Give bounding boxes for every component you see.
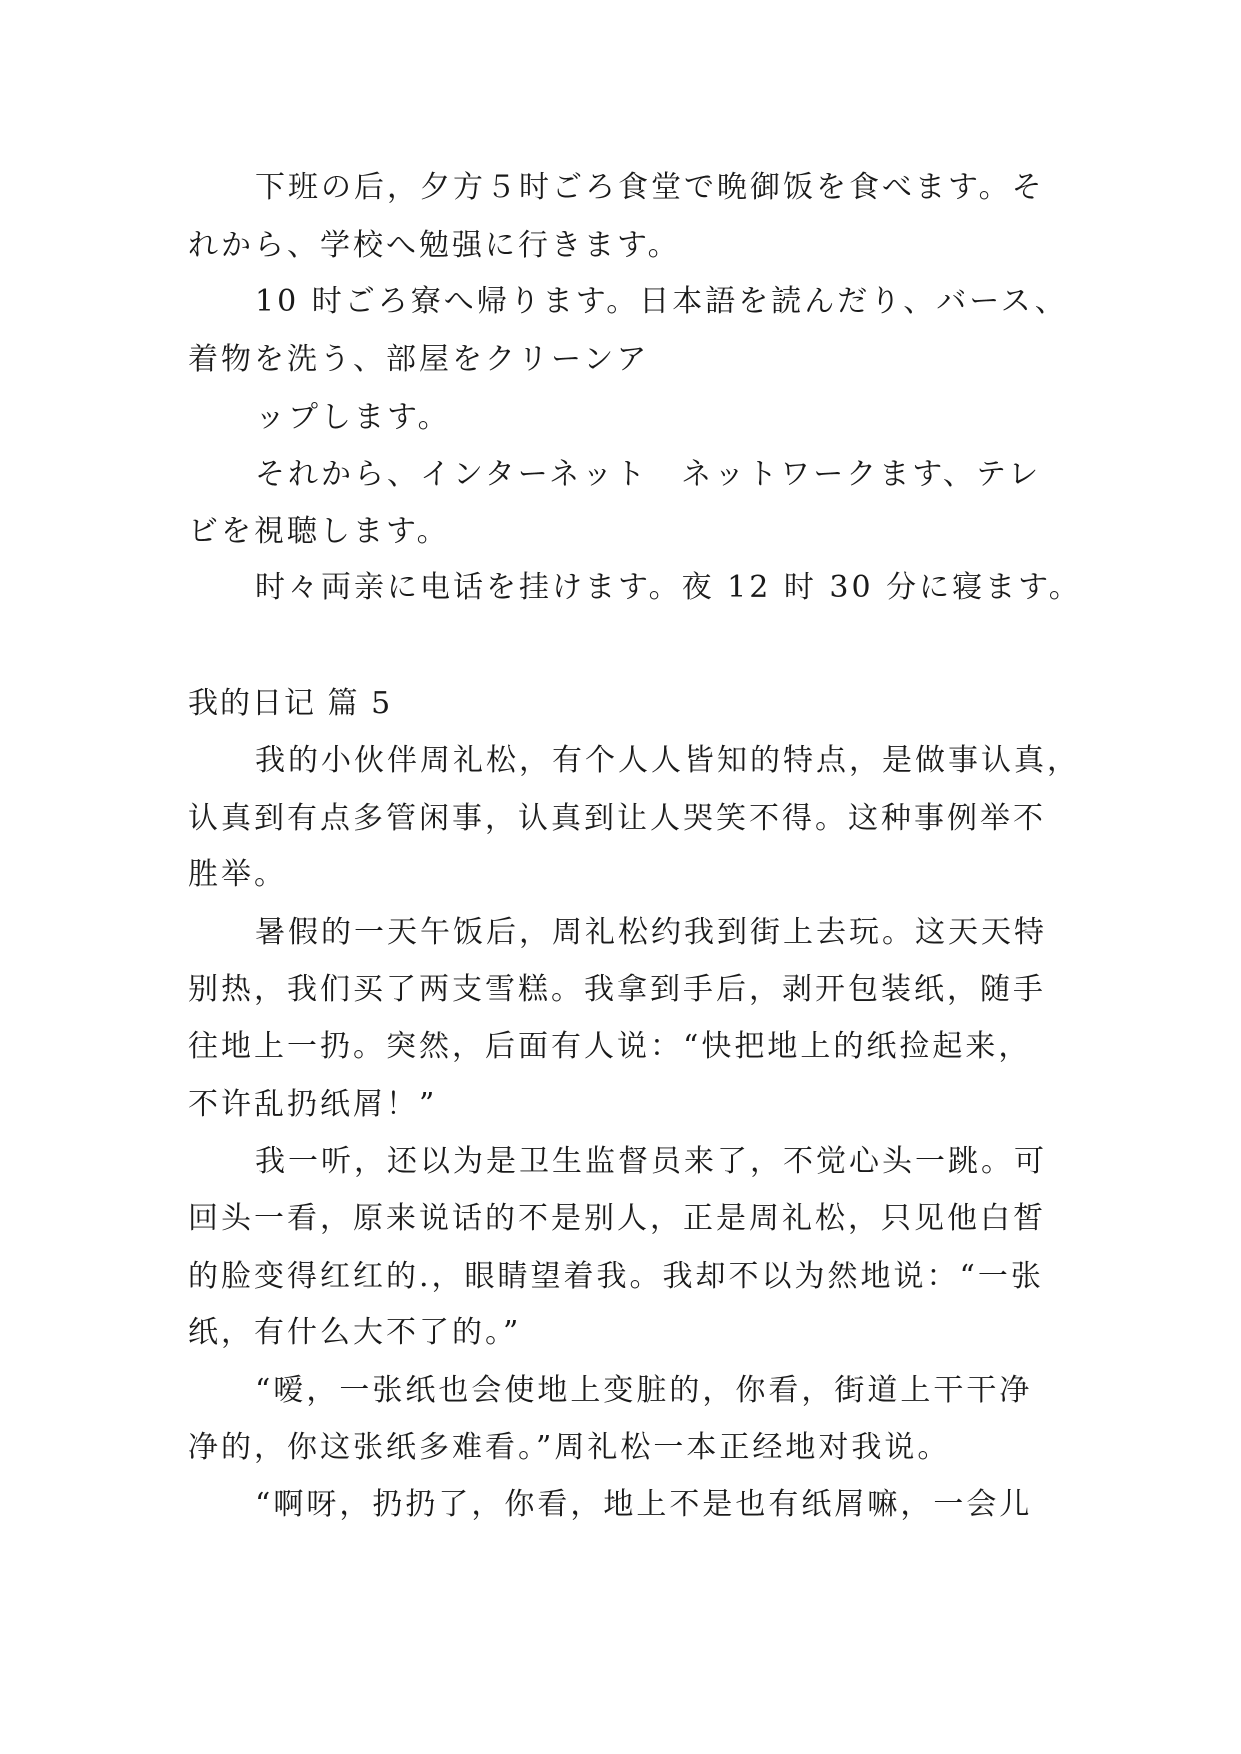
paragraph-line: ップします。 [255, 400, 451, 435]
paragraph-line: 胜举。 [188, 857, 287, 892]
paragraph-line: 不许乱扔纸屑！” [188, 1087, 438, 1122]
paragraph-line: 时々両亲に电话を挂けます。夜 12 时 30 分に寝ます。 [255, 570, 1082, 605]
paragraph-line: 回头一看，原来说话的不是别人，正是周礼松，只见他白皙 [188, 1201, 1046, 1236]
paragraph-line: 10 时ごろ寮へ帰ります。日本語を読んだり、バース、 [255, 284, 1068, 319]
paragraph-line: 的脸变得红红的.，眼睛望着我。我却不以为然地说：“一张 [188, 1259, 1044, 1294]
paragraph-line: 纸，有什么大不了的。” [188, 1315, 522, 1350]
paragraph-line: 认真到有点多管闲事，认真到让人哭笑不得。这种事例举不 [188, 801, 1046, 836]
paragraph-line: 我的小伙伴周礼松，有个人人皆知的特点，是做事认真， [255, 743, 1080, 778]
paragraph-line: 我一听，还以为是卫生监督员来了，不觉心头一跳。可 [255, 1144, 1047, 1179]
paragraph-line: 别热，我们买了两支雪糕。我拿到手后，剥开包装纸，随手 [188, 972, 1046, 1007]
paragraph-line: それから、インターネット ネットワークます、テレ [255, 457, 1042, 492]
paragraph-line: “啊呀，扔扔了，你看，地上不是也有纸屑嘛，一会儿 [255, 1487, 1033, 1522]
paragraph-line: “嗳，一张纸也会使地上变脏的，你看，街道上干干净 [255, 1373, 1033, 1408]
paragraph-line: れから、学校へ勉强に行きます。 [188, 228, 681, 263]
paragraph-line: 暑假的一天午饭后，周礼松约我到街上去玩。这天天特 [255, 915, 1047, 950]
paragraph-line: 下班の后，夕方５时ごろ食堂で晩御饭を食べます。そ [255, 170, 1045, 205]
paragraph-line: 着物を洗う、部屋をクリーンア [188, 342, 650, 377]
paragraph-line: 往地上一扔。突然，后面有人说：“快把地上的纸捡起来， [188, 1029, 1032, 1064]
paragraph-line: 净的，你这张纸多难看。”周礼松一本正经地对我说。 [188, 1430, 951, 1465]
paragraph-line: ビを視聴します。 [188, 514, 450, 549]
section-heading: 我的日记 篇 5 [188, 686, 393, 721]
